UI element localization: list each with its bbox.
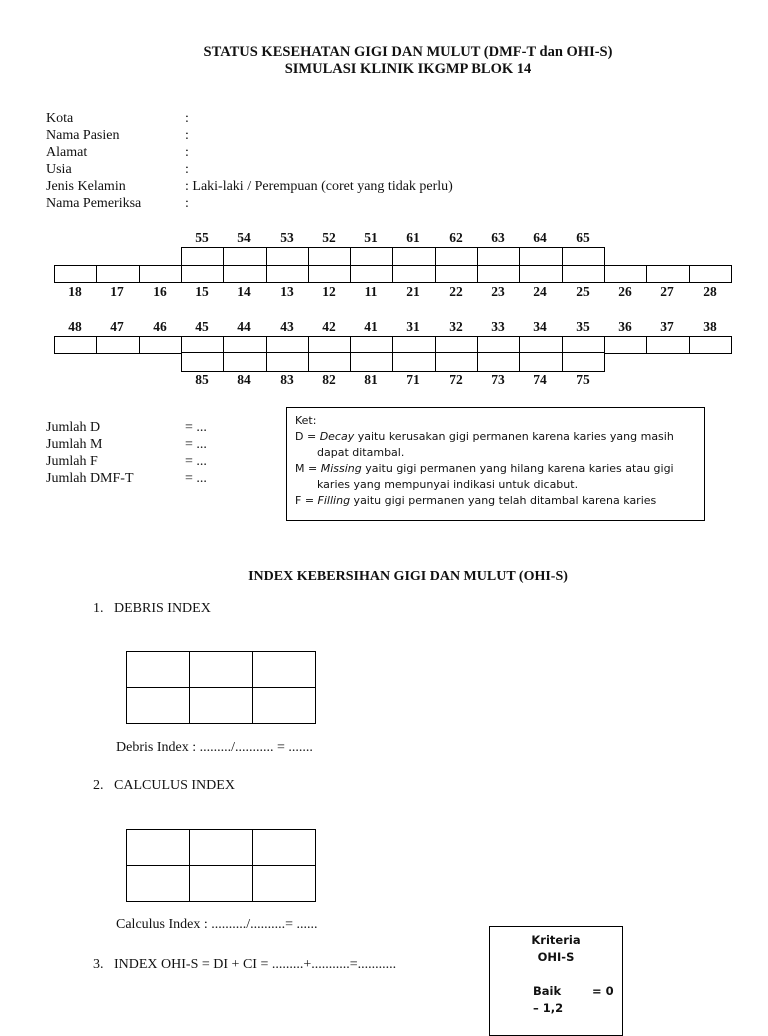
tooth-number: 17 — [110, 284, 124, 299]
tooth-number: 22 — [449, 284, 463, 299]
field-value[interactable]: : — [185, 128, 189, 143]
tooth-box-deciduous[interactable] — [435, 352, 478, 372]
debris-cell[interactable] — [253, 688, 316, 724]
tooth-box-permanent[interactable] — [350, 265, 393, 283]
tooth-number: 45 — [195, 319, 209, 334]
tooth-number: 28 — [703, 284, 717, 299]
tooth-number: 75 — [576, 372, 590, 387]
tooth-number: 24 — [533, 284, 547, 299]
tooth-number: 15 — [195, 284, 209, 299]
tooth-number: 62 — [449, 230, 463, 245]
tooth-number: 41 — [364, 319, 378, 334]
tooth-box-deciduous[interactable] — [266, 247, 309, 267]
total-value[interactable]: = ... — [185, 471, 207, 486]
calculus-cell[interactable] — [253, 830, 316, 866]
tooth-number: 83 — [280, 372, 294, 387]
tooth-box-deciduous[interactable] — [477, 247, 520, 267]
calculus-cell[interactable] — [127, 866, 190, 902]
tooth-box-deciduous[interactable] — [181, 352, 224, 372]
tooth-number: 14 — [237, 284, 251, 299]
tooth-number: 12 — [322, 284, 336, 299]
tooth-number: 44 — [237, 319, 251, 334]
tooth-box-permanent[interactable] — [181, 265, 224, 283]
field-value[interactable]: : — [185, 145, 189, 160]
ohis-formula: 3. INDEX OHI-S = DI + CI = .........+...........=........... — [93, 957, 397, 972]
field-value[interactable]: : — [185, 162, 189, 177]
tooth-number: 81 — [364, 372, 378, 387]
debris-cell[interactable] — [253, 652, 316, 688]
field-value[interactable]: : — [185, 111, 189, 126]
tooth-box-permanent[interactable] — [435, 265, 478, 283]
tooth-number: 23 — [491, 284, 505, 299]
tooth-number: 52 — [322, 230, 336, 245]
kriteria-row-label: Baik — [533, 984, 562, 998]
page-title: STATUS KESEHATAN GIGI DAN MULUT (DMF-T dan OHI-S) — [203, 44, 613, 60]
debris-cell[interactable] — [127, 652, 190, 688]
total-value[interactable]: = ... — [185, 420, 207, 435]
tooth-box-deciduous[interactable] — [350, 352, 393, 372]
tooth-number: 25 — [576, 284, 590, 299]
tooth-number: 34 — [533, 319, 547, 334]
tooth-number: 21 — [406, 284, 420, 299]
tooth-box-deciduous[interactable] — [181, 247, 224, 267]
field-value[interactable]: : — [185, 196, 189, 211]
tooth-number: 38 — [703, 319, 717, 334]
tooth-box-deciduous[interactable] — [392, 247, 436, 267]
calculus-cell[interactable] — [190, 866, 253, 902]
calculus-cell[interactable] — [127, 830, 190, 866]
tooth-number: 63 — [491, 230, 505, 245]
total-value[interactable]: = ... — [185, 437, 207, 452]
calculus-index-grid — [126, 829, 316, 902]
ohis-title: INDEX KEBERSIHAN GIGI DAN MULUT (OHI-S) — [248, 569, 568, 584]
tooth-number: 31 — [406, 319, 420, 334]
tooth-number: 36 — [618, 319, 632, 334]
tooth-box-deciduous[interactable] — [308, 352, 351, 372]
legend-filling: F = Filling yaitu gigi permanen yang telah ditambal karena karies — [295, 494, 657, 507]
tooth-number: 43 — [280, 319, 294, 334]
tooth-number: 71 — [406, 372, 420, 387]
tooth-box-deciduous[interactable] — [562, 352, 605, 372]
tooth-number: 26 — [618, 284, 632, 299]
kriteria-box — [489, 926, 623, 1036]
tooth-box-permanent[interactable] — [519, 265, 563, 283]
tooth-number: 64 — [533, 230, 547, 245]
calculus-cell[interactable] — [190, 830, 253, 866]
tooth-number: 16 — [153, 284, 167, 299]
page-subtitle: SIMULASI KLINIK IKGMP BLOK 14 — [284, 61, 532, 77]
tooth-box-deciduous[interactable] — [223, 247, 267, 267]
tooth-number: 84 — [237, 372, 251, 387]
tooth-box-permanent[interactable] — [54, 336, 97, 354]
tooth-box-deciduous[interactable] — [435, 247, 478, 267]
tooth-box-deciduous[interactable] — [392, 352, 436, 372]
tooth-box-permanent[interactable] — [604, 336, 647, 354]
tooth-box-permanent[interactable] — [96, 336, 140, 354]
tooth-number: 85 — [195, 372, 209, 387]
tooth-box-permanent[interactable] — [477, 265, 520, 283]
tooth-number: 51 — [364, 230, 378, 245]
tooth-number: 47 — [110, 319, 124, 334]
tooth-box-permanent[interactable] — [646, 336, 690, 354]
debris-cell[interactable] — [127, 688, 190, 724]
tooth-box-permanent[interactable] — [54, 265, 97, 283]
tooth-box-deciduous[interactable] — [562, 247, 605, 267]
tooth-box-permanent[interactable] — [392, 265, 436, 283]
legend-decay: D = Decay yaitu kerusakan gigi permanen karena karies yang masih dapat ditambal. — [295, 430, 674, 459]
field-label: Kota — [46, 111, 74, 126]
total-value[interactable]: = ... — [185, 454, 207, 469]
tooth-box-deciduous[interactable] — [519, 352, 563, 372]
total-label: Jumlah D — [46, 420, 101, 435]
tooth-number: 73 — [491, 372, 505, 387]
tooth-box-deciduous[interactable] — [266, 352, 309, 372]
tooth-number: 74 — [533, 372, 547, 387]
tooth-number: 37 — [660, 319, 674, 334]
tooth-number: 48 — [68, 319, 82, 334]
legend-box — [286, 407, 705, 521]
tooth-box-permanent[interactable] — [266, 265, 309, 283]
tooth-number: 55 — [195, 230, 209, 245]
kriteria-row-value: = 0 — [592, 984, 614, 998]
total-label: Jumlah DMF-T — [46, 471, 134, 486]
tooth-number: 42 — [322, 319, 336, 334]
tooth-box-permanent[interactable] — [646, 265, 690, 283]
debris-cell[interactable] — [190, 688, 253, 724]
tooth-box-permanent[interactable] — [139, 265, 182, 283]
calculus-cell[interactable] — [253, 866, 316, 902]
field-label: Usia — [46, 162, 72, 177]
tooth-box-permanent[interactable] — [604, 265, 647, 283]
tooth-box-deciduous[interactable] — [308, 247, 351, 267]
tooth-number: 82 — [322, 372, 336, 387]
tooth-number: 54 — [237, 230, 251, 245]
tooth-box-deciduous[interactable] — [477, 352, 520, 372]
tooth-number: 27 — [660, 284, 674, 299]
tooth-box-deciduous[interactable] — [350, 247, 393, 267]
tooth-box-deciduous[interactable] — [519, 247, 563, 267]
tooth-number: 32 — [449, 319, 463, 334]
field-label: Nama Pemeriksa — [46, 196, 142, 211]
tooth-number: 33 — [491, 319, 505, 334]
calculus-index-formula: Calculus Index : ........../..........= ...... — [116, 917, 318, 932]
field-label: Alamat — [46, 145, 88, 160]
field-label: Nama Pasien — [46, 128, 120, 143]
tooth-box-permanent[interactable] — [689, 336, 732, 354]
tooth-number: 18 — [68, 284, 82, 299]
tooth-number: 72 — [449, 372, 463, 387]
tooth-number: 65 — [576, 230, 590, 245]
debris-index-grid — [126, 651, 316, 724]
field-label: Jenis Kelamin — [46, 179, 126, 194]
kriteria-title: Kriteria — [531, 933, 581, 947]
debris-cell[interactable] — [190, 652, 253, 688]
debris-index-formula: Debris Index : ........./........... = ....... — [116, 740, 313, 755]
tooth-number: 13 — [280, 284, 294, 299]
tooth-box-permanent[interactable] — [96, 265, 140, 283]
total-label: Jumlah M — [46, 437, 103, 452]
tooth-number: 53 — [280, 230, 294, 245]
kriteria-row-continuation: – 1,2 — [533, 1001, 564, 1015]
total-label: Jumlah F — [46, 454, 98, 469]
tooth-number: 11 — [364, 284, 378, 299]
tooth-box-permanent[interactable] — [689, 265, 732, 283]
legend-missing: M = Missing yaitu gigi permanen yang hilang karena karies atau gigi karies yang mempunyai indikasi untuk dicabut. — [295, 462, 674, 491]
tooth-number: 35 — [576, 319, 590, 334]
tooth-box-permanent[interactable] — [223, 265, 267, 283]
tooth-box-permanent[interactable] — [139, 336, 182, 354]
field-value[interactable]: : Laki-laki / Perempuan (coret yang tidak perlu) — [185, 179, 453, 194]
tooth-number: 46 — [153, 319, 167, 334]
kriteria-subtitle: OHI-S — [537, 950, 575, 964]
calculus-index-heading: 2. CALCULUS INDEX — [93, 778, 235, 793]
debris-index-heading: 1. DEBRIS INDEX — [93, 601, 211, 616]
tooth-box-permanent[interactable] — [308, 265, 351, 283]
legend-title: Ket: — [295, 414, 317, 427]
tooth-number: 61 — [406, 230, 420, 245]
tooth-box-permanent[interactable] — [562, 265, 605, 283]
tooth-box-deciduous[interactable] — [223, 352, 267, 372]
